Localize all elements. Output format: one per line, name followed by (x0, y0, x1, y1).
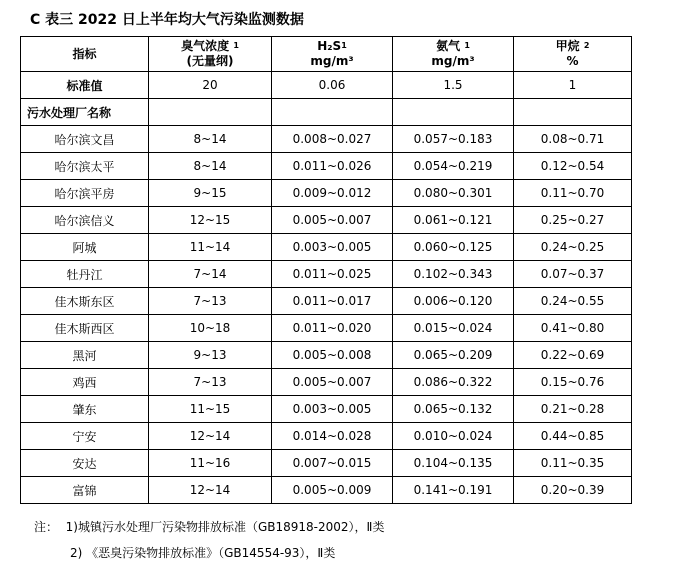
table-row (21, 423, 632, 450)
section-row (21, 99, 632, 126)
value-cell: 0.010~0.024 (393, 423, 514, 450)
value-cell: 0.44~0.85 (514, 423, 632, 450)
table-row (21, 342, 632, 369)
value-cell: 11~15 (149, 396, 272, 423)
plant-name-cell: 哈尔滨太平 (21, 153, 149, 180)
value-cell: 11~16 (149, 450, 272, 477)
header-ammonia (393, 37, 514, 72)
footnotes (34, 514, 384, 566)
value-cell: 0.102~0.343 (393, 261, 514, 288)
value-cell: 0.054~0.219 (393, 153, 514, 180)
empty-cell (514, 99, 632, 126)
value-cell: 0.21~0.28 (514, 396, 632, 423)
value-cell: 0.003~0.005 (272, 234, 393, 261)
value-cell: 0.009~0.012 (272, 180, 393, 207)
standard-value: 0.06 (272, 72, 393, 99)
value-cell: 7~14 (149, 261, 272, 288)
value-cell: 0.07~0.37 (514, 261, 632, 288)
plant-name-cell: 富锦 (21, 477, 149, 504)
footnote-1-text: 1)城镇污水处理厂污染物排放标准（GB18918-2002），Ⅱ类 (65, 520, 385, 534)
value-cell: 9~13 (149, 342, 272, 369)
header-odor (149, 37, 272, 72)
value-cell: 0.003~0.005 (272, 396, 393, 423)
value-cell: 0.014~0.028 (272, 423, 393, 450)
value-cell: 0.20~0.39 (514, 477, 632, 504)
value-cell: 0.015~0.024 (393, 315, 514, 342)
value-cell: 0.25~0.27 (514, 207, 632, 234)
value-cell: 0.006~0.120 (393, 288, 514, 315)
value-cell: 8~14 (149, 153, 272, 180)
plant-name-cell: 哈尔滨平房 (21, 180, 149, 207)
value-cell: 10~18 (149, 315, 272, 342)
footnote-2: 2) 《恶臭污染物排放标准》（GB14554-93），Ⅱ类 (70, 546, 336, 560)
value-cell: 12~14 (149, 477, 272, 504)
plant-name-cell: 阿城 (21, 234, 149, 261)
plant-name-cell: 哈尔滨信义 (21, 207, 149, 234)
value-cell: 0.005~0.008 (272, 342, 393, 369)
plant-name-cell: 鸡西 (21, 369, 149, 396)
standard-value: 1.5 (393, 72, 514, 99)
header-methane (514, 37, 632, 72)
value-cell: 12~14 (149, 423, 272, 450)
plant-name-cell: 宁安 (21, 423, 149, 450)
value-cell: 0.008~0.027 (272, 126, 393, 153)
header-methane-unit: % (566, 54, 579, 68)
pollution-data-table (20, 36, 632, 504)
table-row (21, 288, 632, 315)
value-cell: 0.141~0.191 (393, 477, 514, 504)
header-odor-name: 臭气浓度 (181, 39, 230, 53)
empty-cell (393, 99, 514, 126)
header-h2s-unit: mg/m³ (310, 54, 354, 68)
header-methane-name: 甲烷 (555, 39, 580, 53)
plant-name-cell: 佳木斯东区 (21, 288, 149, 315)
value-cell: 0.15~0.76 (514, 369, 632, 396)
value-cell: 0.08~0.71 (514, 126, 632, 153)
header-h2s-sup: 1 (341, 41, 347, 50)
value-cell: 0.007~0.015 (272, 450, 393, 477)
value-cell: 0.005~0.007 (272, 207, 393, 234)
table-row (21, 450, 632, 477)
footnote-prefix: 注： (34, 520, 59, 534)
value-cell: 0.080~0.301 (393, 180, 514, 207)
standard-row (21, 72, 632, 99)
header-h2s-name: H₂S (317, 39, 342, 53)
header-ammonia-name: 氨气 (436, 39, 461, 53)
table-row (21, 396, 632, 423)
value-cell: 7~13 (149, 369, 272, 396)
value-cell: 0.005~0.009 (272, 477, 393, 504)
plant-name-cell: 佳木斯西区 (21, 315, 149, 342)
value-cell: 0.104~0.135 (393, 450, 514, 477)
header-indicator: 指标 (21, 37, 149, 72)
plant-name-cell: 牡丹江 (21, 261, 149, 288)
table-row (21, 126, 632, 153)
table-row (21, 234, 632, 261)
empty-cell (149, 99, 272, 126)
value-cell: 11~14 (149, 234, 272, 261)
value-cell: 12~15 (149, 207, 272, 234)
value-cell: 7~13 (149, 288, 272, 315)
plant-name-cell: 哈尔滨文昌 (21, 126, 149, 153)
value-cell: 0.011~0.026 (272, 153, 393, 180)
header-odor-unit: (无量纲) (186, 54, 234, 68)
value-cell: 0.11~0.35 (514, 450, 632, 477)
header-ammonia-sup: 1 (464, 41, 470, 50)
table-row (21, 369, 632, 396)
value-cell: 0.24~0.55 (514, 288, 632, 315)
header-ammonia-unit: mg/m³ (431, 54, 475, 68)
value-cell: 0.011~0.020 (272, 315, 393, 342)
plant-name-cell: 黑河 (21, 342, 149, 369)
table-row (21, 180, 632, 207)
value-cell: 0.060~0.125 (393, 234, 514, 261)
value-cell: 0.24~0.25 (514, 234, 632, 261)
footnote-1 (34, 514, 384, 540)
table-row (21, 207, 632, 234)
plant-name-cell: 肇东 (21, 396, 149, 423)
value-cell: 8~14 (149, 126, 272, 153)
value-cell: 0.065~0.209 (393, 342, 514, 369)
standard-value: 20 (149, 72, 272, 99)
value-cell: 0.41~0.80 (514, 315, 632, 342)
value-cell: 0.065~0.132 (393, 396, 514, 423)
value-cell: 0.061~0.121 (393, 207, 514, 234)
section-label: 污水处理厂名称 (21, 99, 149, 126)
value-cell: 0.011~0.017 (272, 288, 393, 315)
plant-name-cell: 安达 (21, 450, 149, 477)
value-cell: 0.011~0.025 (272, 261, 393, 288)
table-row (21, 261, 632, 288)
table-title: C 表三 2022 日上半年均大气污染监测数据 (30, 12, 304, 28)
empty-cell (272, 99, 393, 126)
value-cell: 0.057~0.183 (393, 126, 514, 153)
header-odor-sup: 1 (233, 41, 239, 50)
header-row (21, 37, 632, 72)
table-row (21, 477, 632, 504)
header-h2s (272, 37, 393, 72)
value-cell: 0.22~0.69 (514, 342, 632, 369)
table-row (21, 315, 632, 342)
value-cell: 0.11~0.70 (514, 180, 632, 207)
value-cell: 0.12~0.54 (514, 153, 632, 180)
table-row (21, 153, 632, 180)
value-cell: 9~15 (149, 180, 272, 207)
standard-value: 1 (514, 72, 632, 99)
value-cell: 0.005~0.007 (272, 369, 393, 396)
value-cell: 0.086~0.322 (393, 369, 514, 396)
header-methane-sup: 2 (583, 41, 590, 50)
standard-label: 标准值 (21, 72, 149, 99)
